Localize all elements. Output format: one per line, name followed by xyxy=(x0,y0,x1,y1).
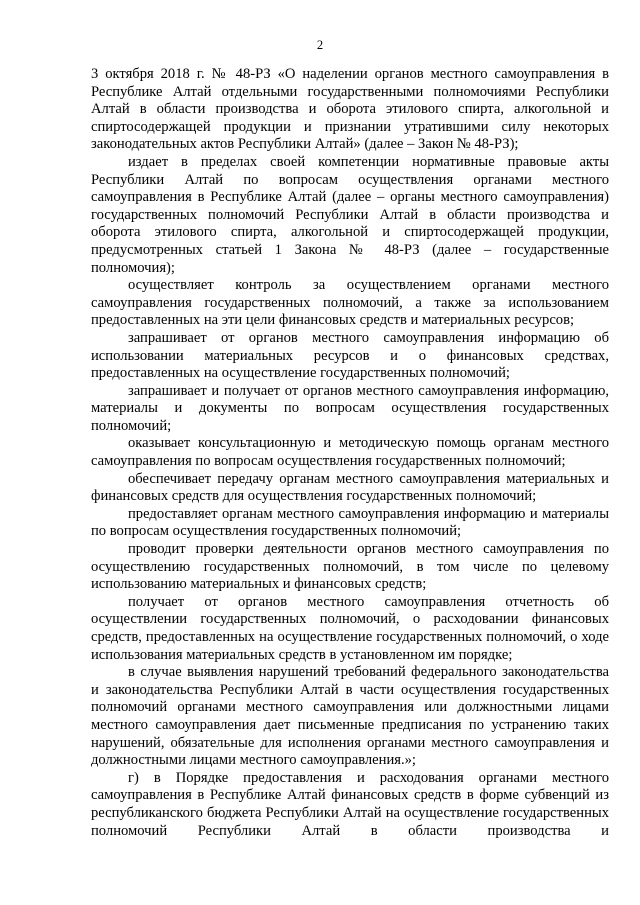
paragraph-transfer: обеспечивает передачу органам местного самоуправления материальных и финансовых средств для осуществления государственных полномочий; xyxy=(91,470,609,505)
paragraph-reporting: получает от органов местного самоуправления отчетность об осуществлении государственных полномочий, о расходовании финансовых средств, предоставленных на осуществление государственных полномочий, о ходе использования материальных средств в установленном им порядке; xyxy=(91,593,609,663)
paragraph-provides-info: предоставляет органам местного самоуправления информацию и материалы по вопросам осуществления государственных полномочий; xyxy=(91,505,609,540)
paragraph-control: осуществляет контроль за осуществлением органами местного самоуправления государственных полномочий, а также за использованием предоставленных на эти цели финансовых средств и материальных ресурсов; xyxy=(91,277,609,329)
paragraph-subsidies-procedure: г) в Порядке предоставления и расходования органами местного самоуправления в Республике Алтай финансовых средств в форме субвенций из республиканского бюджета Республики Алтай на осуществление государственных полномочий Республики Алтай в области производства и xyxy=(91,769,609,839)
document-body xyxy=(91,66,609,840)
paragraph-issues-acts: издает в пределах своей компетенции нормативные правовые акты Республики Алтай по вопросам осуществления органами местного самоуправления в Республике Алтай (далее – органы местного самоуправления) государственных полномочий Республики Алтай в области производства и оборота этилового спирта, алкогольной и спиртосодержащей продукции, предусмотренных статьей 1 Закона № 48-РЗ (далее – государственные полномочия); xyxy=(91,153,609,276)
paragraph-inspections: проводит проверки деятельности органов местного самоуправления по осуществлению государственных полномочий, в том числе по целевому использованию материальных и финансовых средств; xyxy=(91,541,609,593)
paragraph-requests-info: запрашивает от органов местного самоуправления информацию об использовании материальных ресурсов и о финансовых средствах, предоставленных на осуществление государственных полномочий; xyxy=(91,329,609,382)
paragraph-consulting: оказывает консультационную и методическую помощь органам местного самоуправления по вопросам осуществления государственных полномочий; xyxy=(91,435,609,470)
paragraph-requests-materials: запрашивает и получает от органов местного самоуправления информацию, материалы и документы по вопросам осуществления государственных полномочий; xyxy=(91,382,609,434)
page-number: 2 xyxy=(316,38,324,52)
paragraph-law-reference: 3 октября 2018 г. № 48-РЗ «О наделении органов местного самоуправления в Республике Алтай отдельными государственными полномочиями Республики Алтай в области производства и оборота этилового спирта, алкогольной и спиртосодержащей продукции и признании утратившими силу некоторых законодательных актов Республики Алтай» (далее – Закон № 48-РЗ); xyxy=(91,66,609,153)
paragraph-violations: в случае выявления нарушений требований федерального законодательства и законодательства Республики Алтай в части осуществления государственных полномочий органами местного самоуправления или должностными лицами местного самоуправления дает письменные предписания по устранению таких нарушений, обязательные для исполнения органами местного самоуправления и должностными лицами местного самоуправления.»; xyxy=(91,664,609,769)
